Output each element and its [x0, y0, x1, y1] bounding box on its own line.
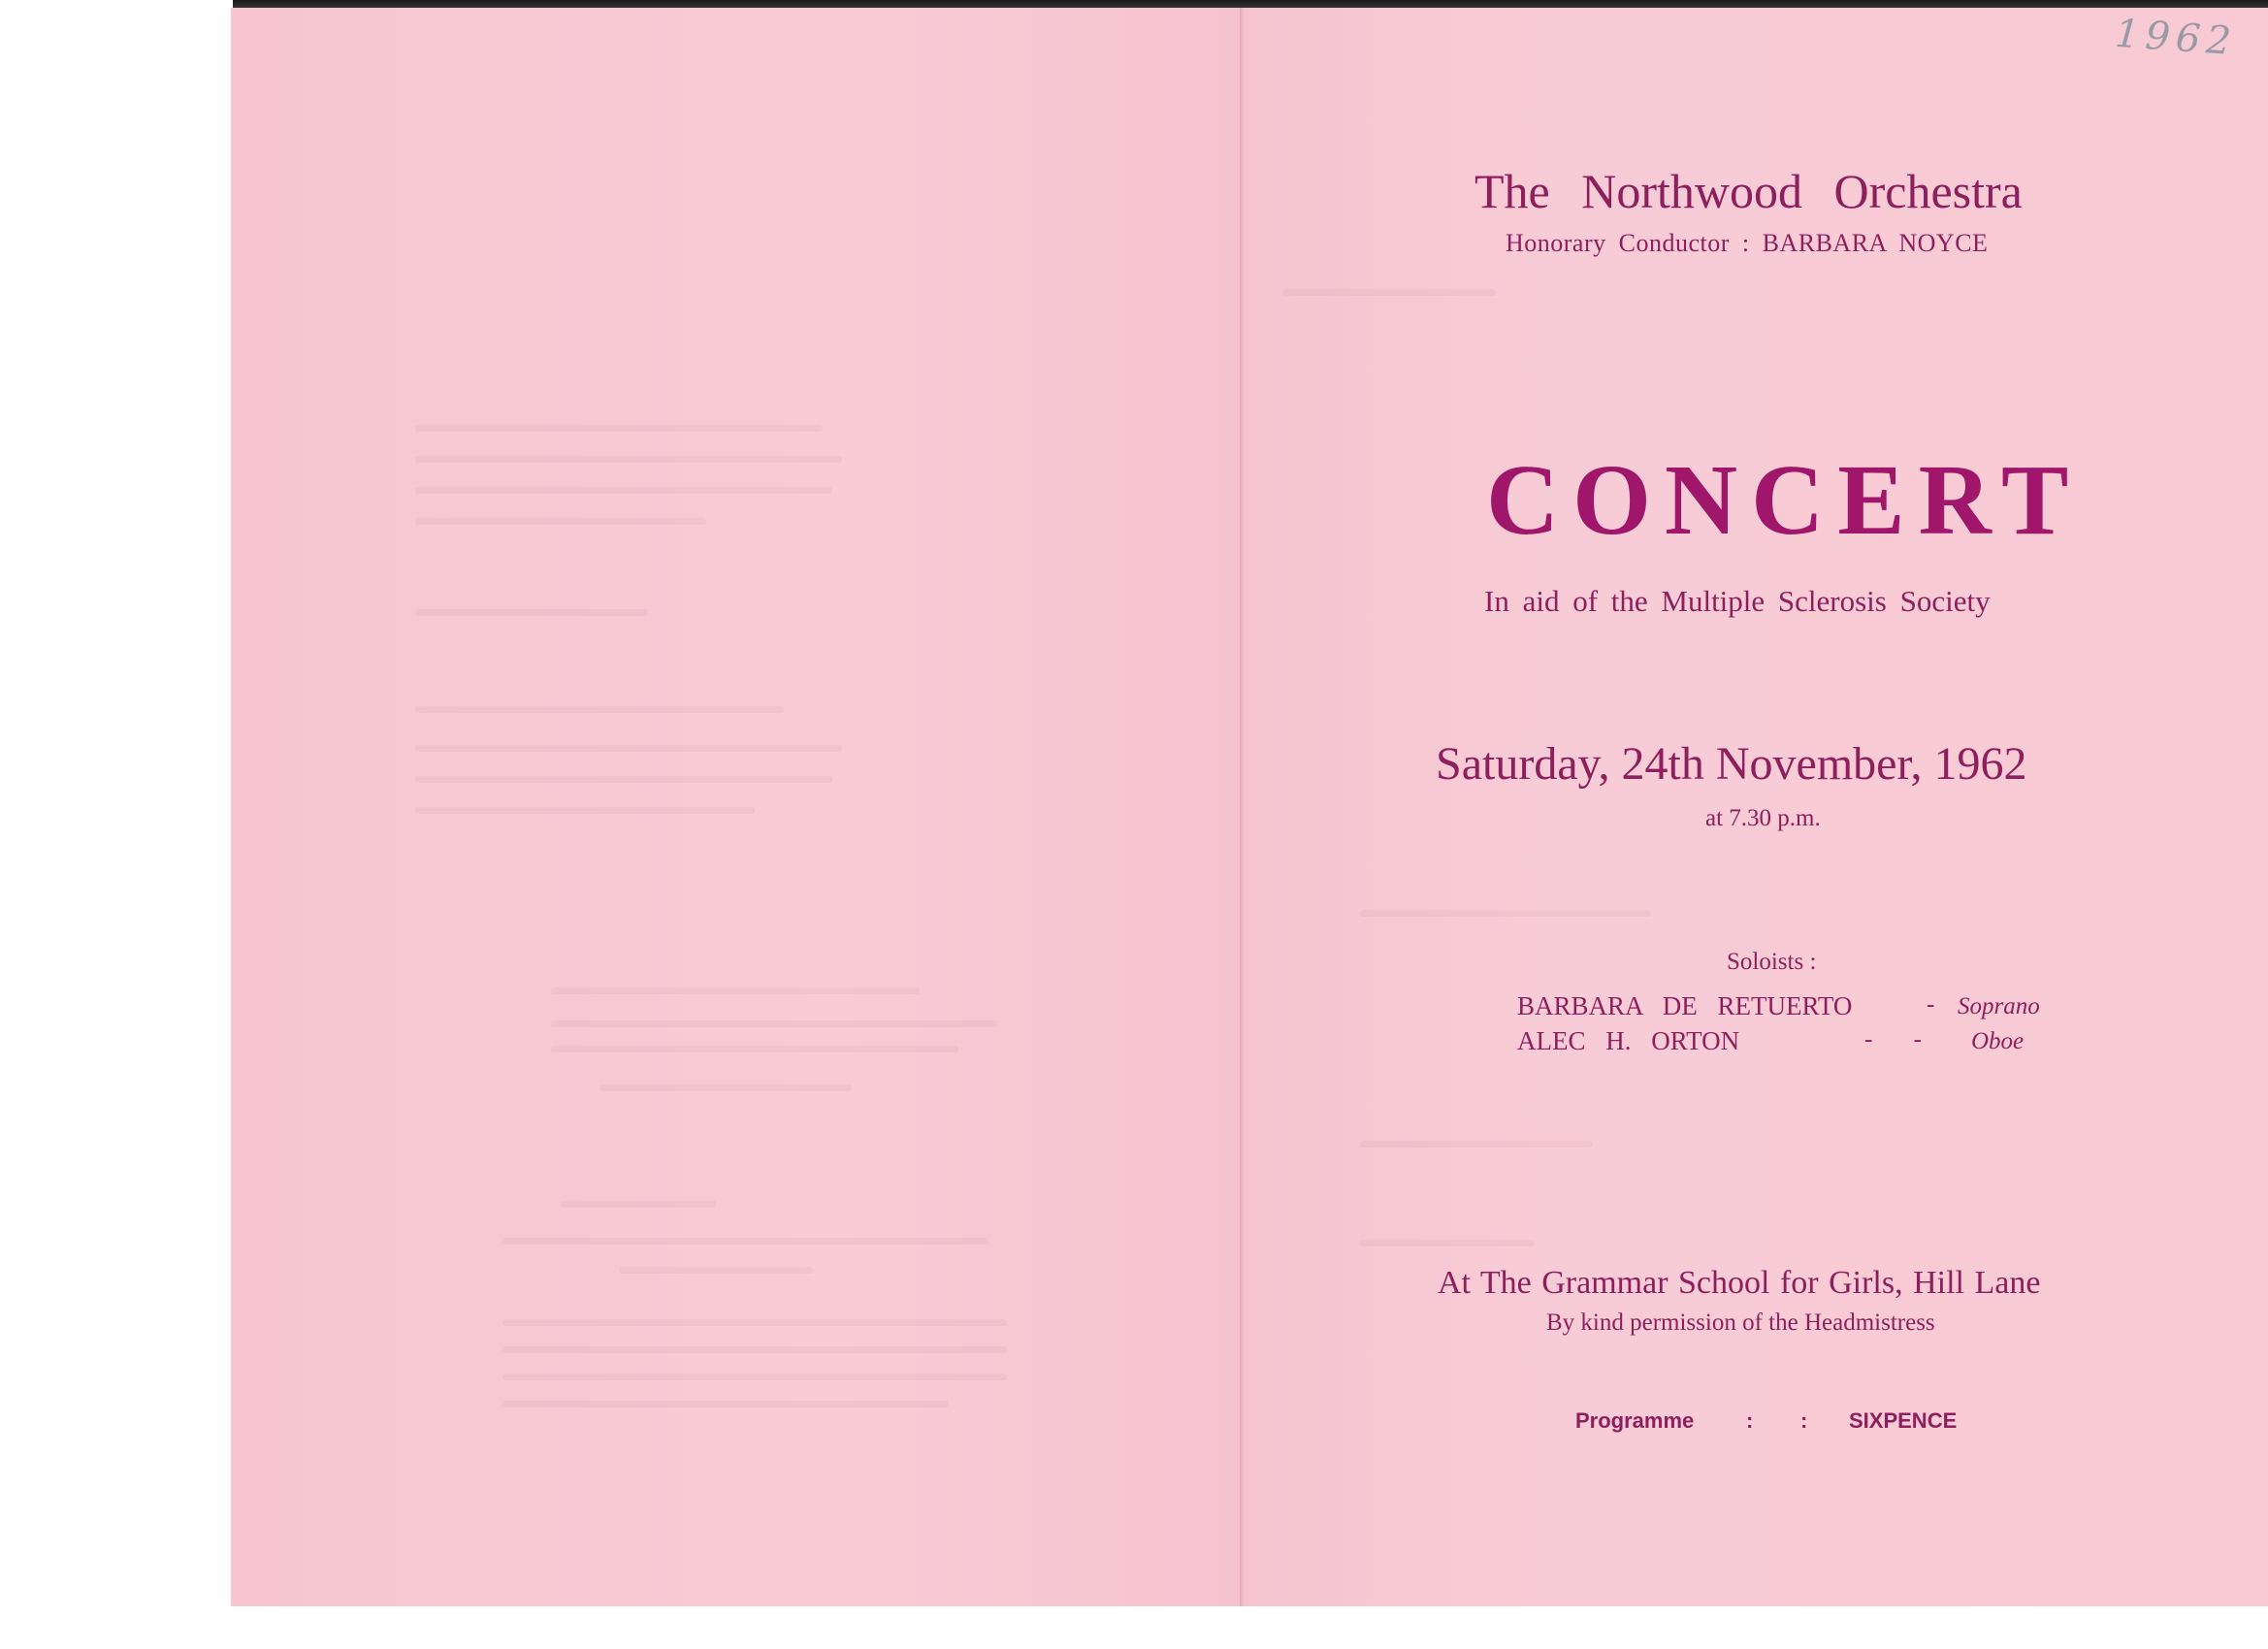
- soloist-role: Oboe: [1971, 1028, 2025, 1054]
- back-page: [231, 8, 1240, 1606]
- soloist-dash: -: [1927, 991, 1935, 1018]
- conductor-line: Honorary Conductor : BARBARA NOYCE: [1506, 229, 1989, 257]
- orchestra-name: The Northwood Orchestra: [1474, 164, 2023, 218]
- programme-price: SIXPENCE: [1849, 1408, 1958, 1433]
- handwritten-year-annotation: 1962: [2113, 11, 2239, 65]
- concert-time: at 7.30 p.m.: [1705, 805, 1821, 831]
- programme-separator: :: [1800, 1408, 1808, 1433]
- venue: At The Grammar School for Girls, Hill Lane: [1438, 1265, 2041, 1301]
- concert-date: Saturday, 24th November, 1962: [1436, 738, 2027, 790]
- soloist-name: ALEC H. ORTON: [1517, 1026, 1740, 1055]
- programme-label: Programme: [1575, 1408, 1695, 1433]
- concert-title: CONCERT: [1486, 444, 2083, 556]
- soloist-dash: - -: [1864, 1026, 1922, 1052]
- soloist-role: Soprano: [1958, 993, 2040, 1019]
- charity-line: In aid of the Multiple Sclerosis Society: [1484, 584, 1991, 618]
- programme-separator: :: [1746, 1408, 1754, 1433]
- permission-line: By kind permission of the Headmistress: [1546, 1310, 1935, 1336]
- soloists-label: Soloists :: [1727, 949, 1817, 975]
- soloist-name: BARBARA DE RETUERTO: [1517, 991, 1853, 1020]
